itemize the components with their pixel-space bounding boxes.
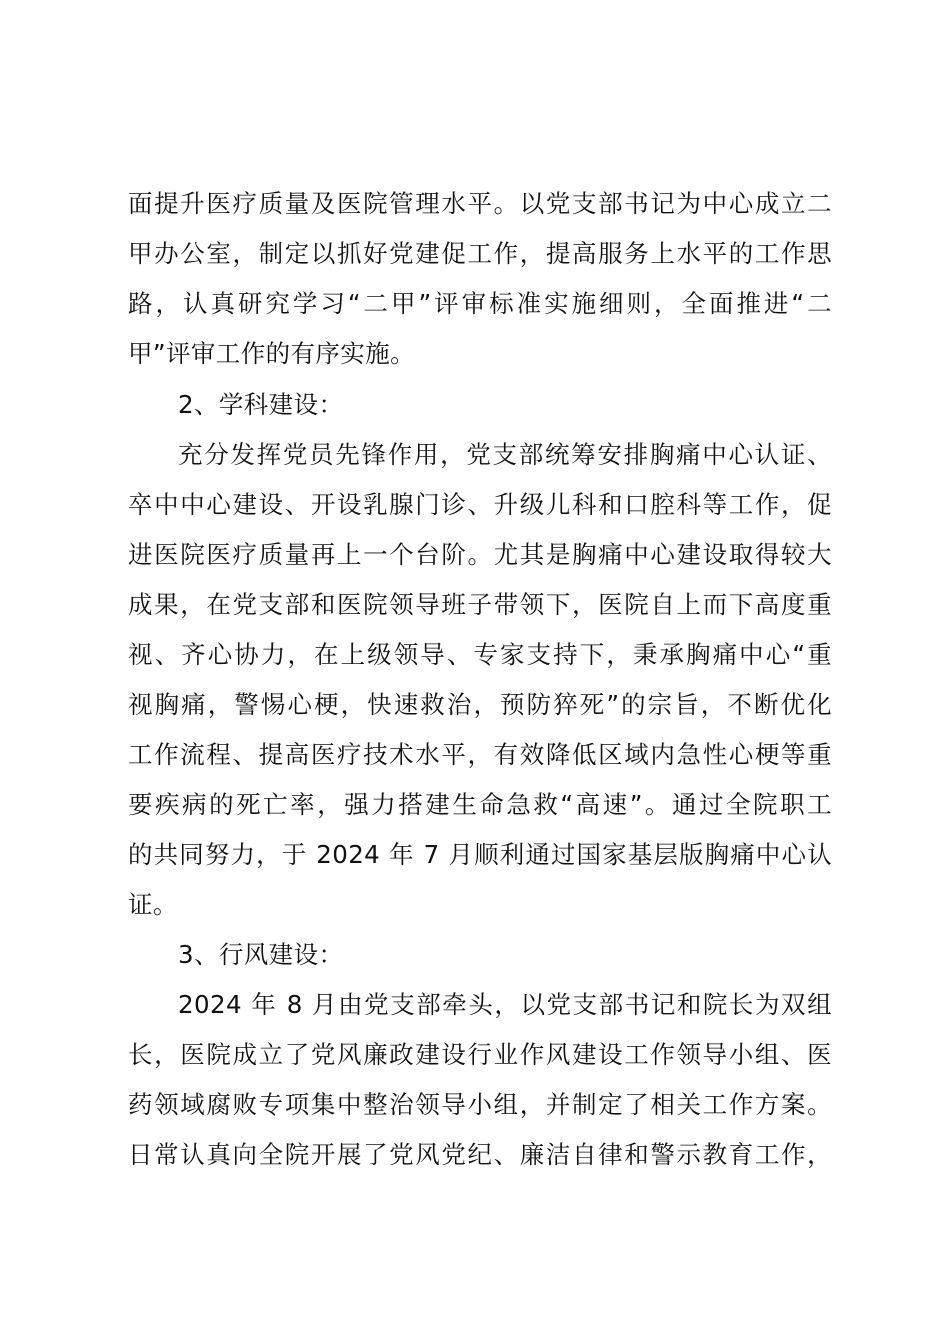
paragraph-line: 药领域腐败专项集中整治领导小组，并制定了相关工作方案。: [128, 1090, 832, 1119]
paragraph-line: 证。: [128, 890, 178, 919]
paragraph-line: 进医院医疗质量再上一个台阶。尤其是胸痛中心建设取得较大: [128, 540, 832, 569]
paragraph-line: 长，医院成立了党风廉政建设行业作风建设工作领导小组、医: [128, 1040, 832, 1069]
paragraph-line: 成果，在党支部和医院领导班子带领下，医院自上而下高度重: [128, 590, 832, 619]
paragraph-line: 面提升医疗质量及医院管理水平。以党支部书记为中心成立二: [128, 189, 832, 218]
paragraph-line: 甲”评审工作的有序实施。: [128, 339, 415, 368]
paragraph-line: 充分发挥党员先锋作用，党支部统筹安排胸痛中心认证、: [178, 440, 832, 469]
paragraph-line: 的共同努力，于 2024 年 7 月顺利通过国家基层版胸痛中心认: [128, 840, 832, 869]
paragraph-line: 工作流程、提高医疗技术水平，有效降低区域内急性心梗等重: [128, 740, 832, 769]
section-heading: 2、学科建设：: [178, 390, 344, 419]
paragraph-line: 视胸痛，警惕心梗，快速救治，预防猝死”的宗旨，不断优化: [128, 690, 832, 719]
paragraph-line: 卒中中心建设、开设乳腺门诊、升级儿科和口腔科等工作，促: [128, 490, 832, 519]
paragraph-line: 2024 年 8 月由党支部牵头，以党支部书记和院长为双组: [178, 990, 832, 1019]
paragraph-line: 视、齐心协力，在上级领导、专家支持下，秉承胸痛中心“重: [128, 640, 832, 669]
paragraph-line: 甲办公室，制定以抓好党建促工作，提高服务上水平的工作思: [128, 239, 832, 268]
paragraph-line: 路，认真研究学习“二甲”评审标准实施细则，全面推进“二: [128, 289, 832, 318]
section-heading: 3、行风建设：: [178, 940, 344, 969]
paragraph-line: 要疾病的死亡率，强力搭建生命急救“高速”。通过全院职工: [128, 790, 832, 819]
paragraph-line: 日常认真向全院开展了党风党纪、廉洁自律和警示教育工作，: [128, 1140, 832, 1169]
